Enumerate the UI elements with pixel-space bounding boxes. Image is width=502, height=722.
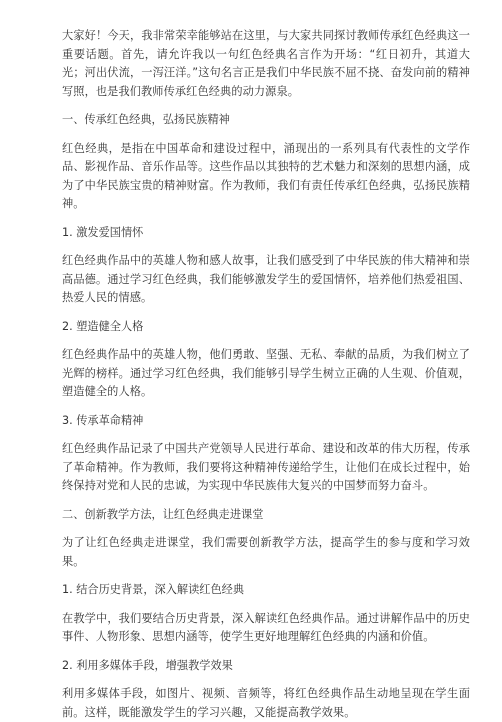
paragraph-patriotism: 红色经典作品中的英雄人物和感人故事，让我们感受到了中华民族的伟大精神和崇高品德。通过学习红色经典，我们能够激发学生的爱国情怀，培养他们热爱祖国、热爱人民的情感。 [62,254,470,304]
subheading-1-3: 3. 传承革命精神 [62,413,144,427]
paragraph-teaching-methods: 为了让红色经典走进课堂，我们需要创新教学方法，提高学生的参与度和学习效果。 [62,536,470,568]
paragraph-history: 在教学中，我们要结合历史背景，深入解读红色经典作品。通过讲解作品中的历史事件、人物形象、思想内涵等，使学生更好地理解红色经典的内涵和价值。 [62,611,470,643]
subheading-1-1: 1. 激发爱国情怀 [62,225,144,239]
subheading-2-1: 1. 结合历史背景，深入解读红色经典 [62,583,245,596]
subheading-1-2: 2. 塑造健全人格 [62,319,144,333]
subheading-2-2: 2. 利用多媒体手段，增强教学效果 [62,658,233,672]
paragraph-multimedia: 利用多媒体手段，如图片、视频、音频等，将红色经典作品生动地呈现在学生面前。这样，既能激发学生的学习兴趣，又能提高教学效果。 [62,687,470,719]
paragraph-personality: 红色经典作品中的英雄人物，他们勇敢、坚强、无私、奉献的品质，为我们树立了光辉的榜样。通过学习红色经典，我们能够引导学生树立正确的人生观、价值观，塑造健全的人格。 [62,348,470,398]
paragraph-revolution-spirit: 红色经典作品记录了中国共产党领导人民进行革命、建设和改革的伟大历程，传承了革命精神。作为教师，我们要将这种精神传递给学生，让他们在成长过程中，始终保持对党和人民的忠诚，为实现中华民族伟大复兴的中国梦而努力奋斗。 [62,442,470,492]
intro-paragraph: 大家好！今天，我非常荣幸能够站在这里，与大家共同探讨教师传承红色经典这一重要话题。首先，请允许我以一句红色经典名言作为开场：“红日初升，其道大光；河出伏流，一泻汪洋。”这句名言正是我们中华民族不屈不挠、奋发向前的精神写照，也是我们教师传承红色经典的动力源泉。 [62,29,470,98]
section-heading-2: 二、创新教学方法，让红色经典走进课堂 [62,507,264,521]
section-heading-1: 一、传承红色经典，弘扬民族精神 [62,113,230,126]
paragraph-red-classics: 红色经典，是指在中国革命和建设过程中，涌现出的一系列具有代表性的文学作品、影视作品、音乐作品等。这些作品以其独特的艺术魅力和深刻的思想内涵，成为了中华民族宝贵的精神财富。作为教师，我们有责任传承红色经典，弘扬民族精神。 [62,141,470,210]
